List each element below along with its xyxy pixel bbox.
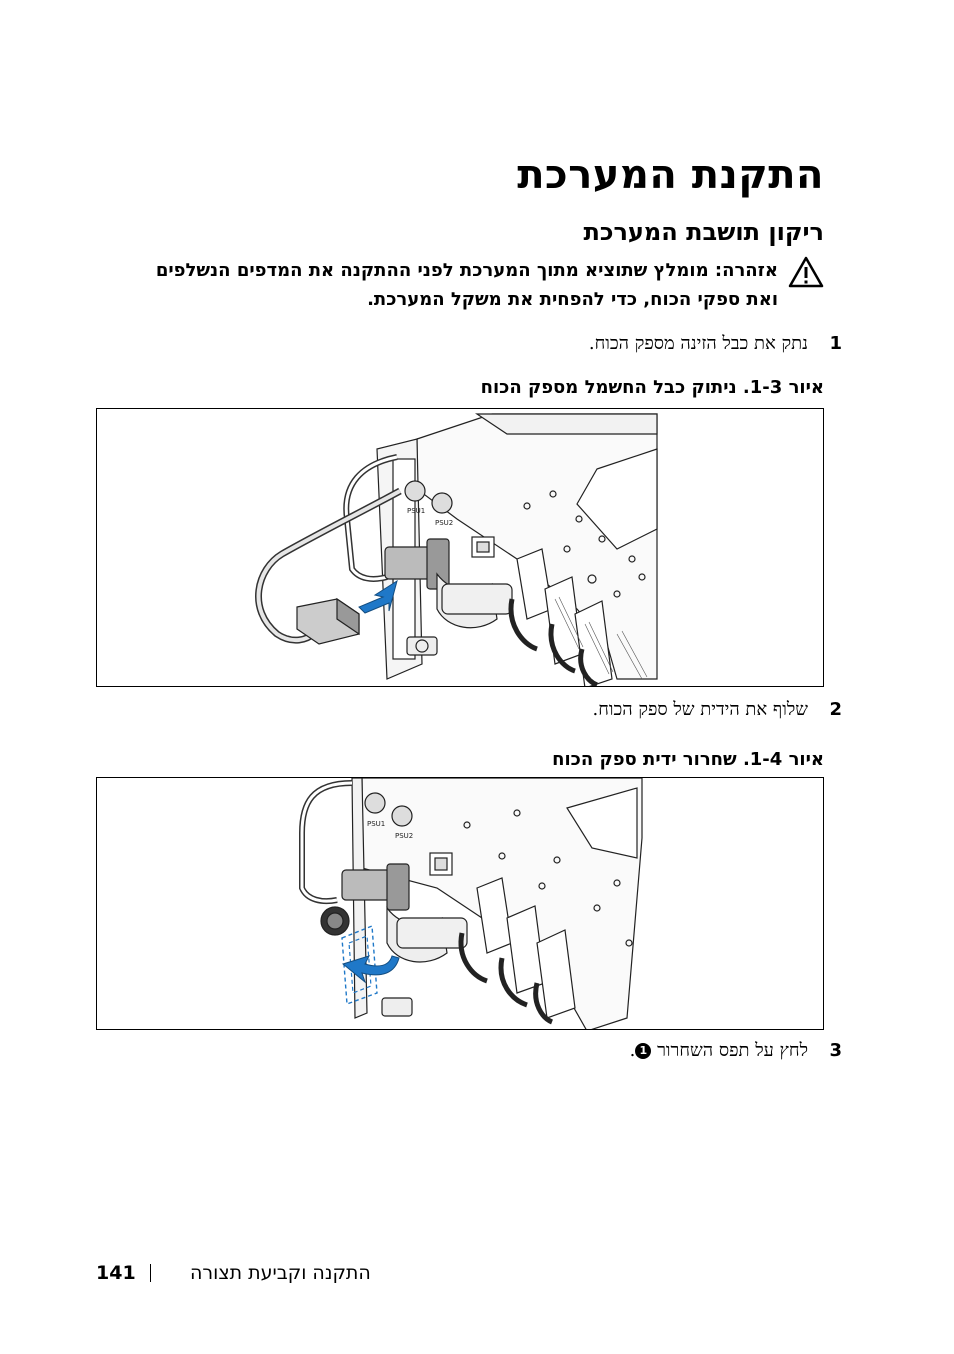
- psu1-label: PSU1: [407, 507, 426, 515]
- section-heading: ריקון תושבת המערכת: [583, 218, 824, 246]
- step-2: [592, 699, 842, 720]
- psu2-label: PSU2: [395, 832, 414, 840]
- step-3: [629, 1040, 842, 1061]
- step-number: 3: [829, 1040, 842, 1061]
- page-number: 141: [96, 1262, 136, 1284]
- psu1-label: PSU1: [367, 820, 386, 828]
- step-text: לחץ על תפס השחרור: [657, 1040, 808, 1061]
- step-number: 1: [829, 333, 842, 354]
- warning-label: אזהרה:: [714, 260, 778, 281]
- figure-illustration: [97, 409, 824, 687]
- page-title: התקנת המערכת: [517, 152, 824, 198]
- step-text: שלוף את הידית של ספק הכוח.: [592, 699, 808, 720]
- figure-caption: איור 1-3. ניתוק כבל החשמל מספק הכוח: [480, 377, 824, 398]
- figure-1-3: [96, 408, 824, 687]
- footer-divider: [150, 1264, 151, 1282]
- callout-marker: 1: [635, 1043, 651, 1059]
- step-1: [588, 333, 842, 354]
- footer-title: התקנה וקביעת תצורה: [190, 1262, 371, 1284]
- warning-icon: [788, 256, 824, 288]
- figure-illustration: [97, 778, 824, 1030]
- psu2-label: PSU2: [435, 519, 454, 527]
- step-number: 2: [829, 699, 842, 720]
- step-text: נתק את כבל הזינה מספק הכוח.: [588, 333, 808, 354]
- warning-block: [118, 256, 778, 314]
- figure-1-4: [96, 777, 824, 1030]
- release-arrow-icon: [343, 956, 399, 982]
- step-suffix: .: [629, 1040, 636, 1061]
- warning-text: מומלץ שתוציא מתוך המערכת לפני ההתקנה את המדפים הנשלפים ואת ספקי הכוח, כדי להפחית את משקל המערכת.: [155, 260, 778, 310]
- figure-caption: איור 1-4. שחרור ידית ספק הכוח: [552, 749, 824, 770]
